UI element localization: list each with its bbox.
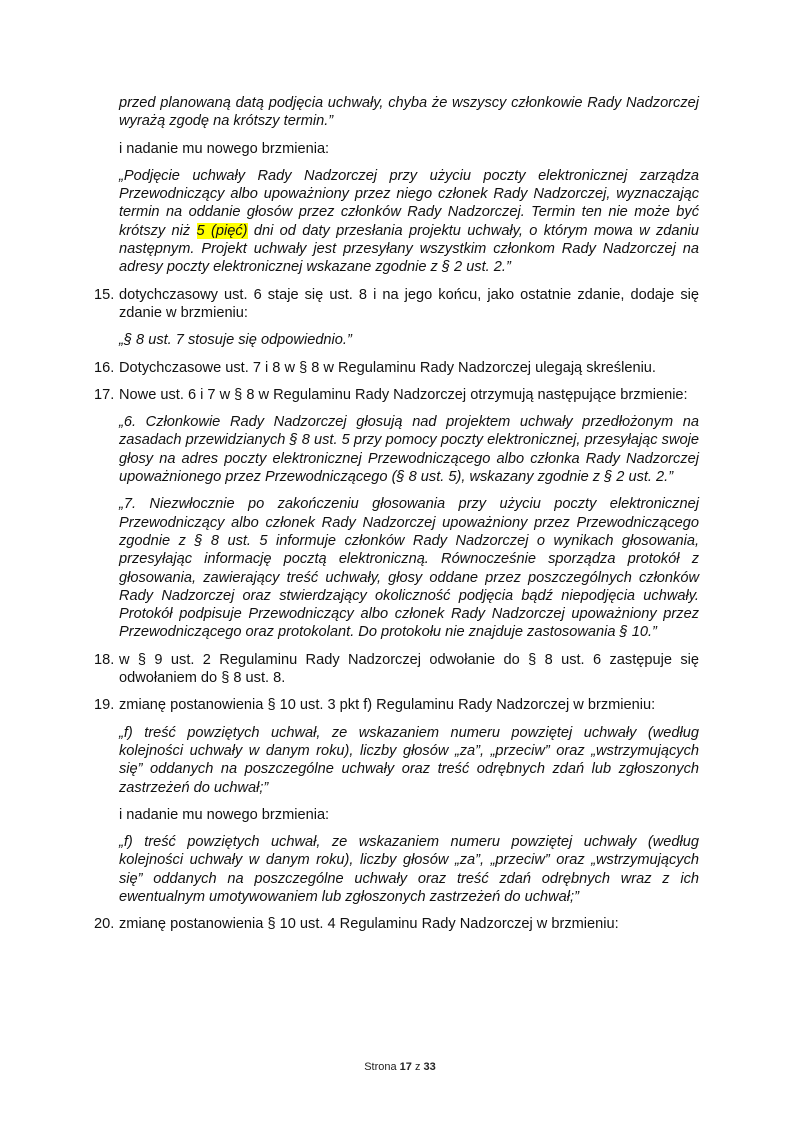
- quote-text-part: dni od daty przesłania projektu uchwały, o którym mowa w zdaniu następnym. Projekt uchwały jest przesyłany wszystkim członkom Rady Nadzorczej na adresy poczty elektronicznej wskazane zgodnie z § 2 ust. 2.”: [119, 222, 699, 276]
- quote-item-19-old: „f) treść powziętych uchwał, ze wskazaniem numeru powziętej uchwały (według kolejności uchwały w danym roku), liczby głosów „za”, „przeciw” oraz „wstrzymujących się” oddanych na poszczególne uchwały oraz treść odrębnych zdań lub zgłoszonych zastrzeżeń do uchwał;”: [119, 724, 699, 796]
- page-content: [94, 94, 699, 943]
- list-item-16: [94, 359, 699, 377]
- paragraph-item-19-mid: i nadanie mu nowego brzmienia:: [119, 806, 330, 823]
- list-item-18: [94, 651, 699, 688]
- quote-item-17-ust-7: „7. Niezwłocznie po zakończeniu głosowania przy użyciu poczty elektronicznej Przewodniczący albo członek Rady Nadzorczej upoważniony przez Przewodniczącego zgodnie z § 8 ust. 5 informuje członków Rady Nadzorczej o wynikach głosowania, przesyłając informację pocztą elektroniczną. Równocześnie sporządza protokół z głosowania, zawierający treść uchwały, głosy oddane przez poszczególnych członków Rady Nadzorczej oraz stwierdzający okoliczność podjęcia bądź niepodjęcia uchwały. Protokół podpisuje Przewodniczący albo członek Rady Nadzorczej upoważniony przez Przewodniczącego oraz protokolant. Do protokołu nie znajduje zastosowania § 10.”: [119, 496, 699, 641]
- page-separator: z: [414, 1061, 421, 1073]
- quote-text-part: „Podjęcie uchwały Rady Nadzorczej przy użyciu poczty elektronicznej zarządza Przewodniczący albo upoważniony przez niego członek Rady Nadzorczej, wyznaczając termin na oddanie głosów przez członków Rady Nadzorczej. Termin ten nie może być krótszy niż: [119, 167, 699, 239]
- list-text: w § 9 ust. 2 Regulaminu Rady Nadzorczej odwołanie do § 8 ust. 6 zastępuje się odwołaniem do § 8 ust. 8.: [119, 651, 699, 687]
- list-number: 20.: [94, 916, 115, 933]
- list-text: dotychczasowy ust. 6 staje się ust. 8 i na jego końcu, jako ostatnie zdanie, dodaje się zdanie w brzmieniu:: [119, 286, 699, 321]
- paragraph-new-wording: i nadanie mu nowego brzmienia:: [119, 140, 330, 157]
- list-item-20: [94, 915, 699, 933]
- page-footer: [0, 1061, 800, 1073]
- quote-continuation: przed planowaną datą podjęcia uchwały, chyba że wszyscy członkowie Rady Nadzorczej wyrażą zgodę na krótszy termin.”: [119, 95, 699, 130]
- list-number: 19.: [94, 697, 115, 714]
- quote-new-wording: [119, 167, 699, 277]
- list-item-17: [94, 386, 699, 404]
- quote-item-19-new: „f) treść powziętych uchwał, ze wskazaniem numeru powziętej uchwały (według kolejności uchwały w danym roku), liczby głosów „za”, „przeciw” oraz „wstrzymujących się” oddanych na poszczególne uchwały oraz treść zdań odrębnych wraz z ich ewentualnym umotywowaniem lub zgłoszonych zastrzeżeń do uchwał;”: [119, 834, 699, 905]
- list-text: Dotychczasowe ust. 7 i 8 w § 8 w Regulaminu Rady Nadzorczej ulegają skreśleniu.: [119, 359, 656, 376]
- quote-item-17-ust-6: „6. Członkowie Rady Nadzorczej głosują nad projektem uchwały przedłożonym na zasadach przewidzianych § 8 ust. 5 przy pomocy poczty elektronicznej, przesyłając swoje głosy na adres poczty elektronicznej Przewodniczącego albo członka Rady Nadzorczej upoważnionego przez Przewodniczącego (§ 8 ust. 5), wskazany zgodnie z § 2 ust. 2.”: [119, 414, 699, 486]
- list-item-15: [94, 286, 699, 323]
- highlighted-text: 5 (pięć): [196, 222, 248, 239]
- quote-item-15: „§ 8 ust. 7 stosuje się odpowiednio.”: [119, 332, 352, 349]
- list-text: Nowe ust. 6 i 7 w § 8 w Regulaminu Rady Nadzorczej otrzymują następujące brzmienie:: [119, 386, 688, 403]
- current-page: 17: [399, 1061, 412, 1073]
- list-item-19: [94, 696, 699, 714]
- list-number: 18.: [94, 651, 115, 668]
- list-number: 17.: [94, 386, 115, 403]
- page-label: Strona: [364, 1061, 397, 1073]
- list-number: 15.: [94, 286, 115, 303]
- total-pages: 33: [423, 1061, 436, 1073]
- list-text: zmianę postanowienia § 10 ust. 4 Regulaminu Rady Nadzorczej w brzmieniu:: [119, 916, 619, 933]
- list-number: 16.: [94, 359, 115, 376]
- list-text: zmianę postanowienia § 10 ust. 3 pkt f) Regulaminu Rady Nadzorczej w brzmieniu:: [119, 697, 656, 714]
